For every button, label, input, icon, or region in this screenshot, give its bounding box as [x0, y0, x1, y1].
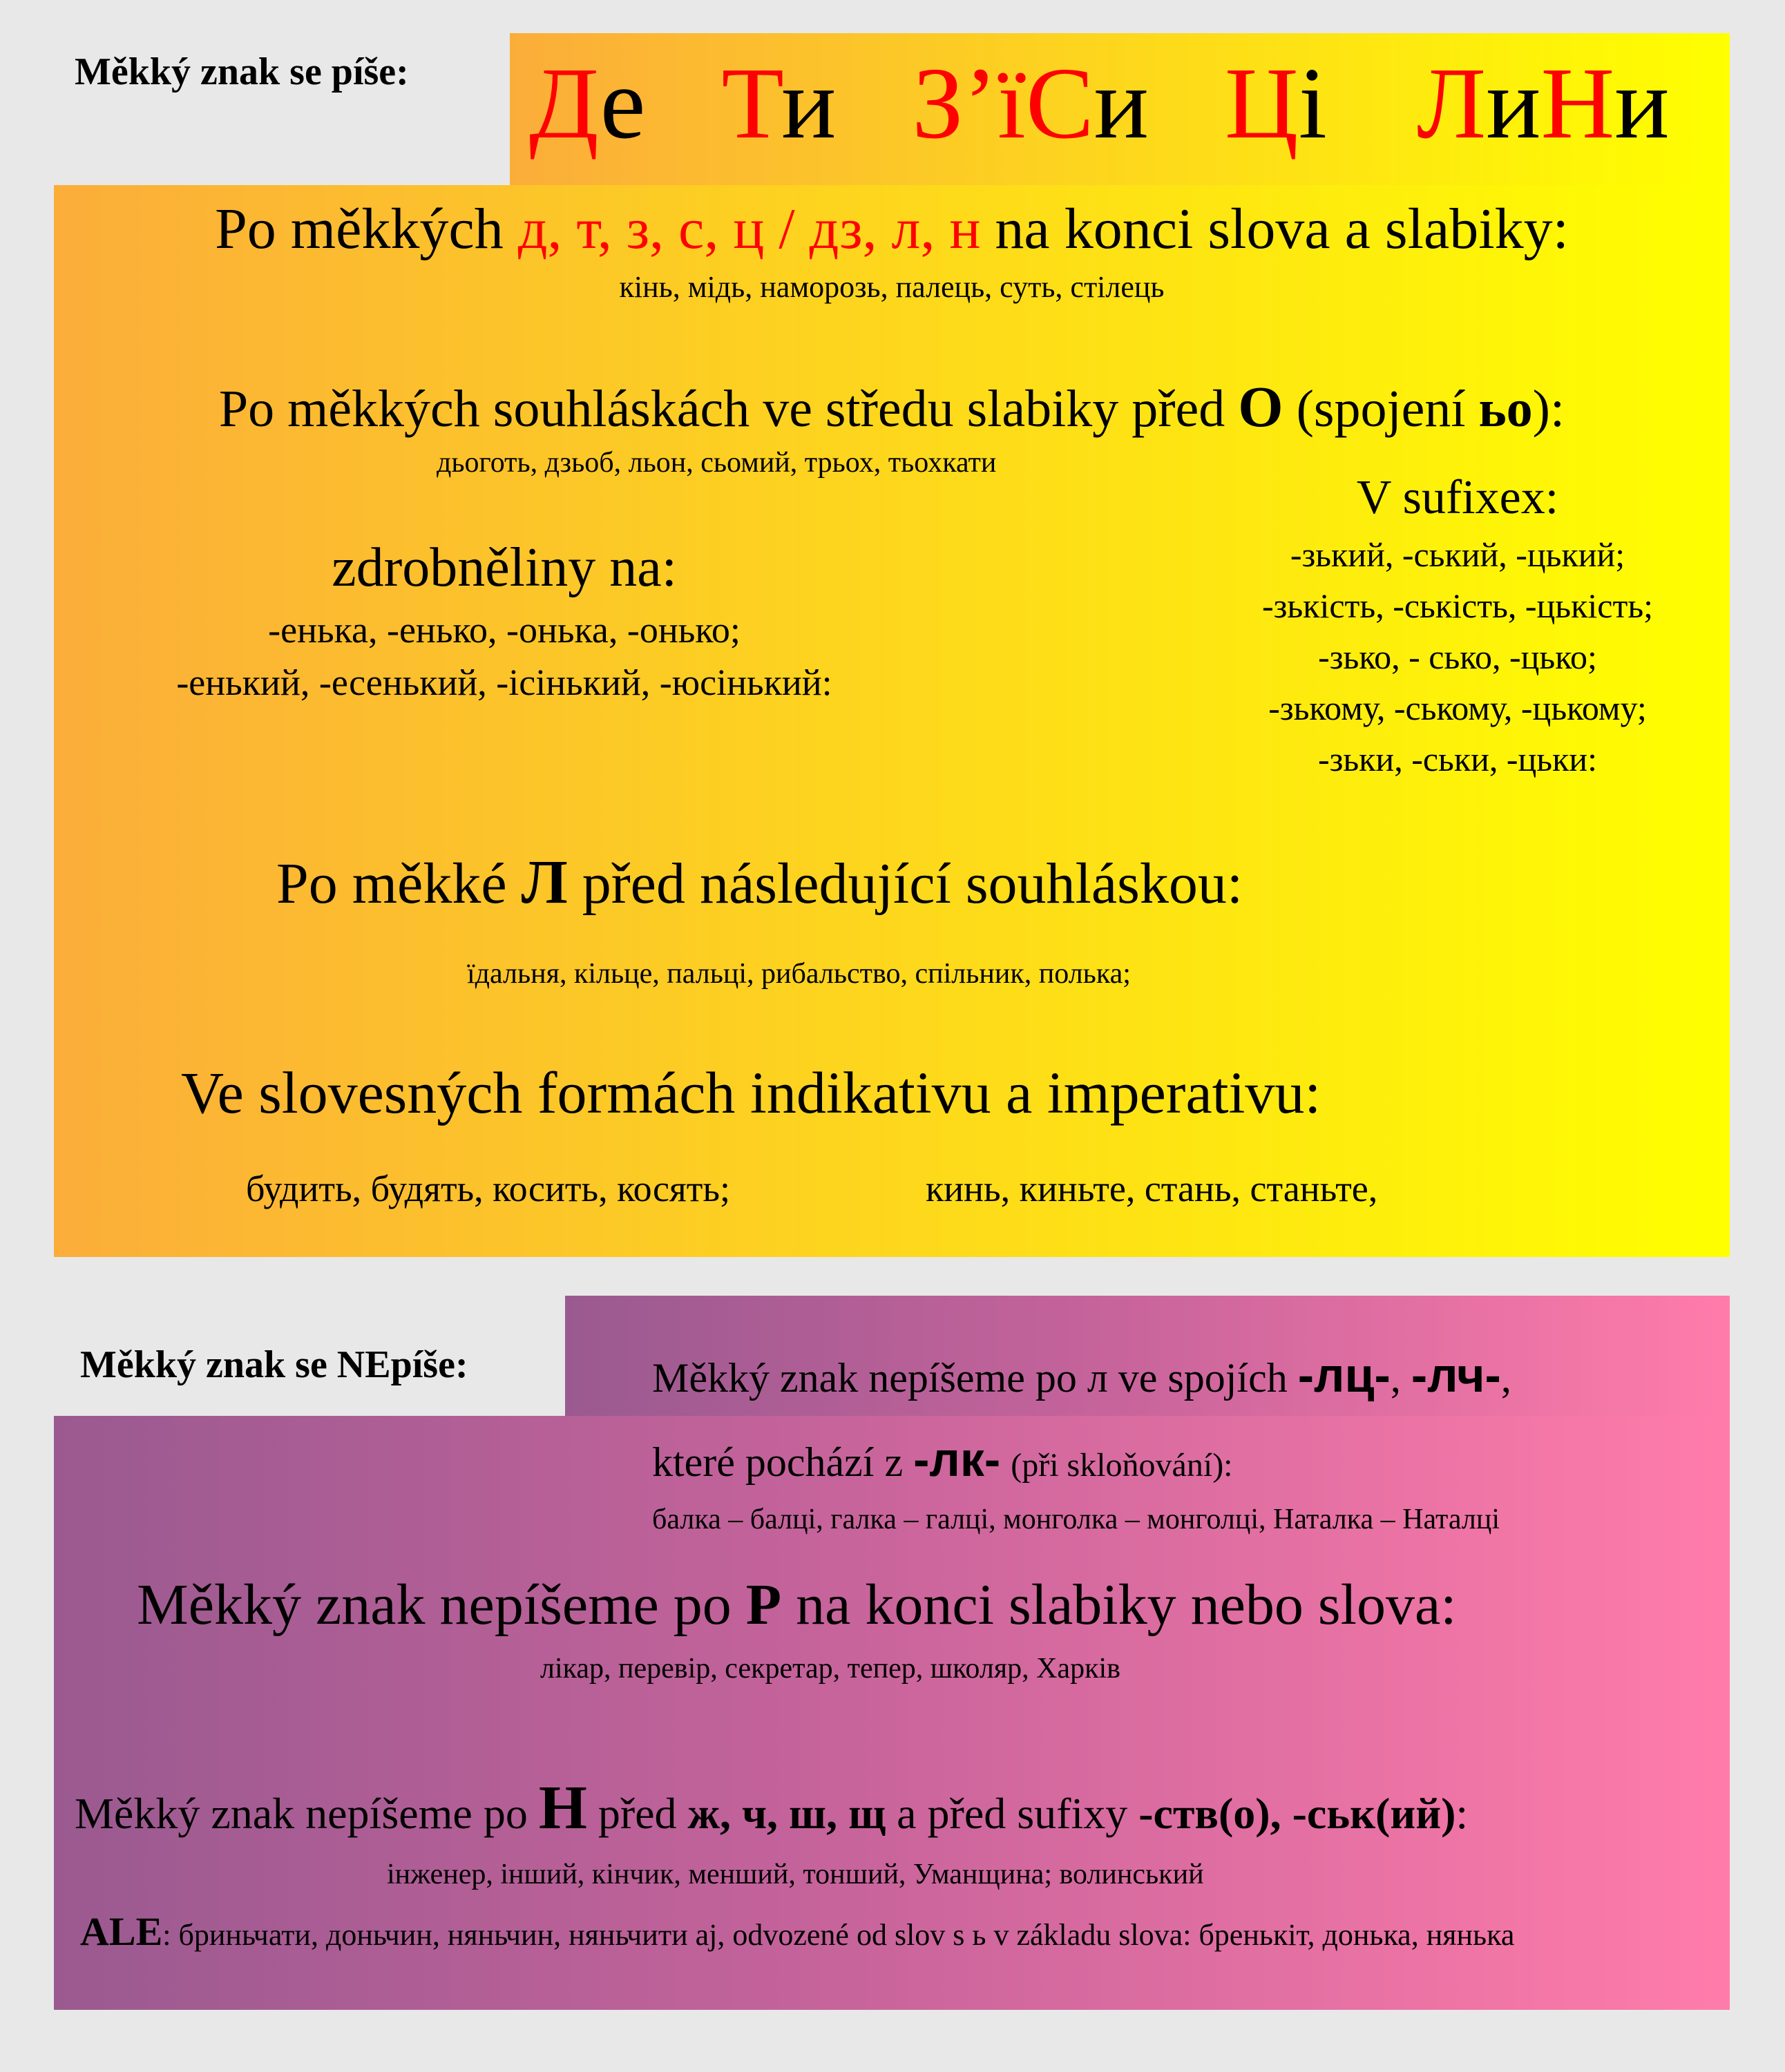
mnemonic-heading [529, 41, 1670, 166]
top-rule1-heading: Po měkkých д, т, з, с, ц / дз, л, н na konci slova a slabiky: [215, 197, 1569, 261]
top-rule1-examples: кінь, мідь, наморозь, палець, суть, стілець [619, 270, 1165, 304]
top-rule3-examples: їдальня, кільце, пальці, рибальство, спільник, полька; [467, 958, 1131, 990]
suffixes-title: V sufixex: [1356, 471, 1559, 524]
diminutives-line2: -енький, -есенький, -ісінький, -юсінький: [176, 662, 832, 703]
mnemonic-word-tsi: Ці [1224, 47, 1327, 160]
top-rule4-examples2: кинь, киньте, стань, станьте, [926, 1168, 1378, 1209]
bottom-section-label: Měkký znak se NEpíše: [80, 1343, 468, 1386]
bottom-rule2-examples: лікар, перевір, секретар, тепер, школяр, Харків [540, 1653, 1120, 1685]
suffix-line: -зький, -ський, -цький; [1290, 535, 1625, 574]
bottom-rule1-examples: балка – балці, галка – галці, монголка – монголці, Наталка – Наталці [652, 1504, 1500, 1535]
suffixes-block [1195, 467, 1720, 785]
top-section-label: Měkký znak se píše: [75, 50, 409, 93]
suffix-line: -зьки, -ськи, -цьки: [1317, 740, 1598, 778]
bottom-rule1-line1: Měkký znak nepíšeme po л ve spojích -лц-, -лч-, [652, 1348, 1511, 1402]
top-rule3-heading: Po měkké Л před následující souhláskou: [276, 848, 1243, 917]
diminutives-line1: -енька, -енько, -онька, -онько; [268, 609, 741, 651]
bottom-rule3-examples: інженер, інший, кінчик, менший, тонший, Уманщина; волинський [387, 1859, 1204, 1890]
mnemonic-word-lyny: ЛиНи [1416, 47, 1670, 160]
top-rule4-heading: Ve slovesných formách indikativu a imperativu: [181, 1059, 1321, 1126]
bottom-rule3-heading: Měkký znak nepíšeme po Н před ж, ч, ш, щ a před sufixy -ств(о), -ськ(ий): [75, 1774, 1469, 1842]
top-rule2-heading: Po měkkých souhláskách ve středu slabiky před О (spojení ьо): [218, 375, 1565, 439]
bottom-rule2-heading: Měkký znak nepíšeme po Р na konci slabiky nebo slova: [137, 1573, 1457, 1637]
top-rule2-examples: дьоготь, дзьоб, льон, сьомий, трьох, тьохкати [437, 447, 997, 479]
bottom-rule3-exception: ALE: бриньчати, доньчин, няньчин, няньчити aj, odvozené od slov s ь v základu slova: бренькіт, донька, нянька [80, 1909, 1515, 1954]
mnemonic-word-ty: Ти [721, 47, 837, 160]
suffix-line: -зько, - сько, -цько; [1318, 637, 1597, 676]
suffix-line: -зькість, -ськість, -цькість; [1261, 586, 1654, 625]
mnemonic-word-zisy: З’їСи [912, 47, 1149, 160]
suffix-line: -зькому, -ському, -цькому; [1268, 689, 1647, 727]
mnemonic-word-de: Де [529, 47, 646, 160]
bottom-rule1-line2: které pochází z -лк- (při skloňování): [652, 1432, 1233, 1486]
top-rule4-examples1: будить, будять, косить, косять; [246, 1168, 730, 1209]
diminutives-block [69, 533, 939, 709]
diminutives-title: zdrobněliny na: [332, 537, 677, 598]
